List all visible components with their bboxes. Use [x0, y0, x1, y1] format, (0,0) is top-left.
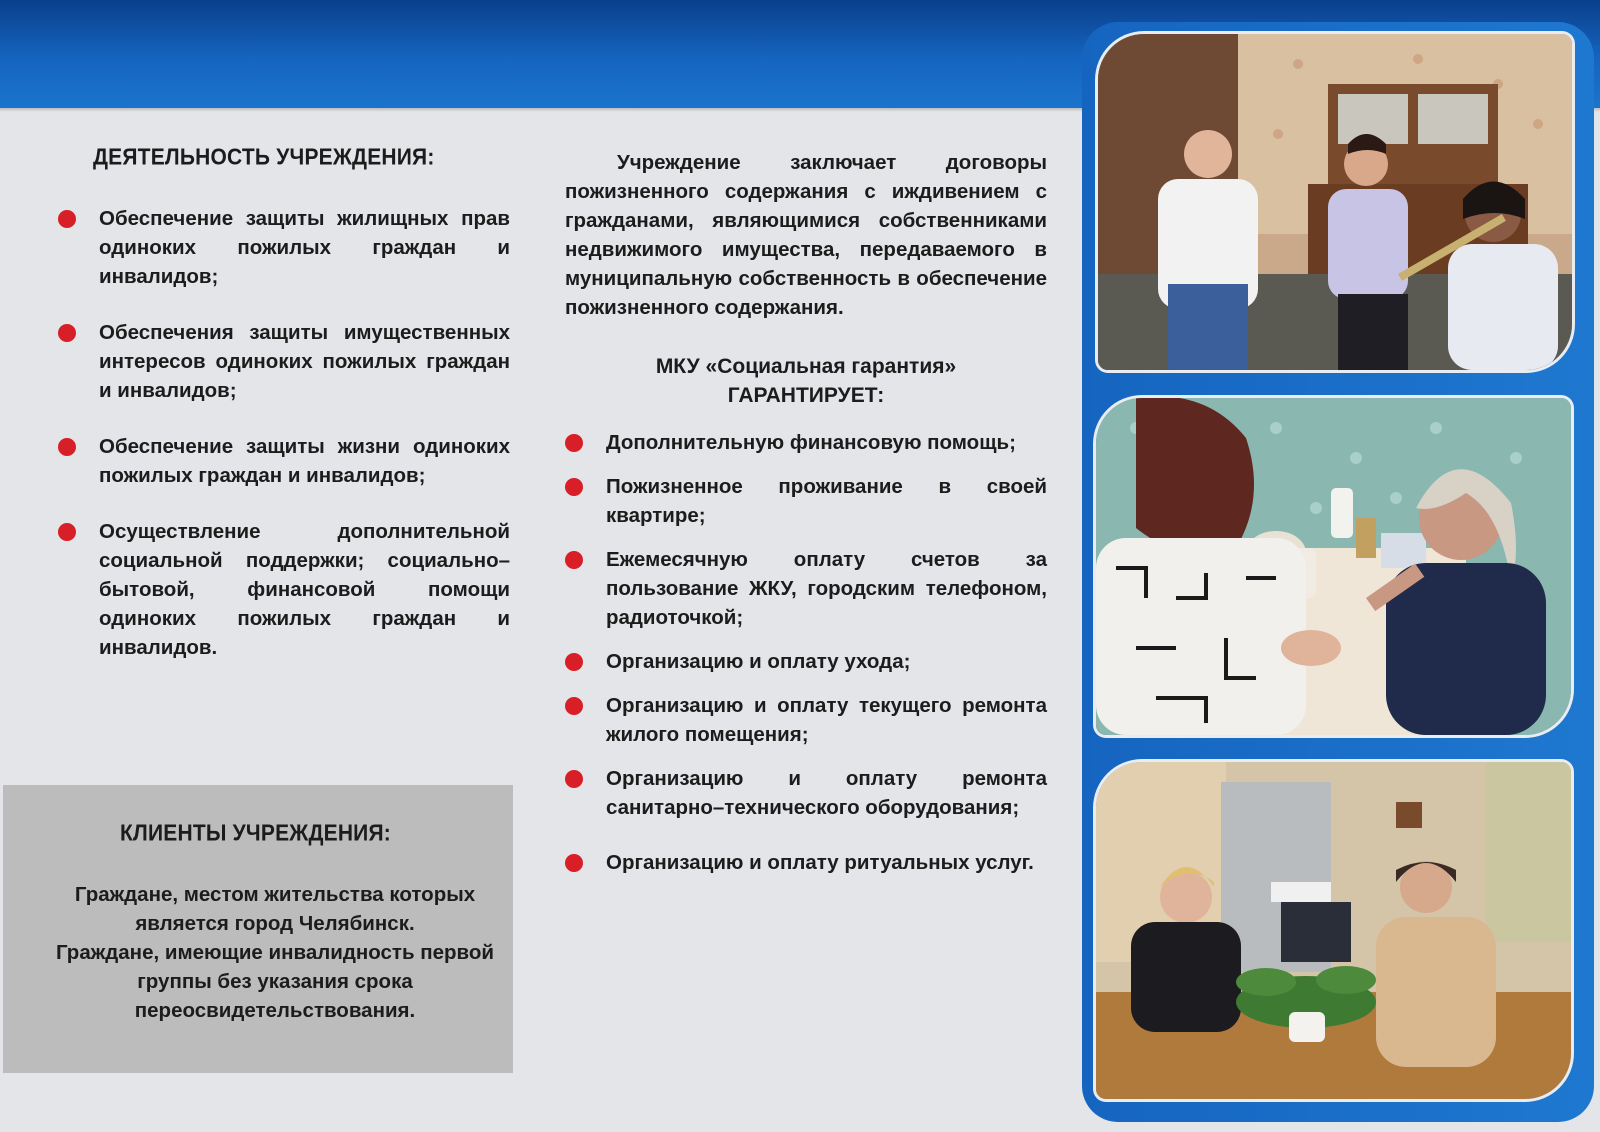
- list-item: Обеспечение защиты жилищных прав одиноких пожилых граждан и инвалидов;: [58, 204, 510, 291]
- clients-heading: КЛИЕНТЫ УЧРЕЖДЕНИЯ:: [120, 821, 391, 846]
- photo-consultation-kitchen: [1096, 398, 1571, 735]
- bullet-icon: [58, 523, 76, 541]
- clients-paragraph-2: Граждане, имеющие инвалидность первой группы без указания срока переосвидетельствования.: [55, 941, 495, 1022]
- list-item: Ежемесячную оплату счетов за пользование ЖКУ, городским телефоном, радиоточкой;: [565, 545, 1047, 632]
- bullet-icon: [565, 551, 583, 569]
- bullet-icon: [58, 438, 76, 456]
- bullet-icon: [565, 434, 583, 452]
- bullet-icon: [565, 697, 583, 715]
- guarantee-heading: [565, 352, 1047, 410]
- bullet-icon: [565, 653, 583, 671]
- guarantee-list: [565, 428, 1047, 892]
- guarantee-heading-line-1: МКУ «Социальная гарантия»: [655, 355, 957, 378]
- bullet-icon: [565, 478, 583, 496]
- list-item: Пожизненное проживание в своей квартире;: [565, 472, 1047, 530]
- list-item: Обеспечение защиты жизни одиноких пожилых граждан и инвалидов;: [58, 432, 510, 490]
- clients-paragraph-1: Граждане, местом жительства которых является город Челябинск.: [74, 883, 476, 935]
- list-item: Организацию и оплату ритуальных услуг.: [565, 848, 1047, 877]
- activity-heading: ДЕЯТЕЛЬНОСТЬ УЧРЕЖДЕНИЯ:: [93, 145, 435, 170]
- guarantee-heading-line-2: ГАРАНТИРУЕТ:: [727, 384, 885, 407]
- bullet-icon: [58, 210, 76, 228]
- contract-paragraph: Учреждение заключает договоры пожизненного содержания с иждивением с гражданами, являющимися собственниками недвижимого имущества, передаваемого в муниципальную собственность в обеспечение пожизненного содержания.: [565, 151, 1047, 319]
- photo-office-reception: [1096, 762, 1571, 1099]
- list-item: Обеспечения защиты имущественных интересов одиноких пожилых граждан и инвалидов;: [58, 318, 510, 405]
- list-item: Организацию и оплату ухода;: [565, 647, 1047, 676]
- list-item: Дополнительную финансовую помощь;: [565, 428, 1047, 457]
- list-item: Организацию и оплату ремонта санитарно–технического оборудования;: [565, 764, 1047, 822]
- bullet-icon: [565, 770, 583, 788]
- activity-list: [58, 204, 510, 689]
- photo-home-visit: [1098, 34, 1572, 370]
- clients-text: [50, 880, 500, 1025]
- list-item: Осуществление дополнительной социальной поддержки; социально–бытовой, финансовой помощи одиноких пожилых граждан и инвалидов.: [58, 517, 510, 662]
- list-item: Организацию и оплату текущего ремонта жилого помещения;: [565, 691, 1047, 749]
- bullet-icon: [58, 324, 76, 342]
- bullet-icon: [565, 854, 583, 872]
